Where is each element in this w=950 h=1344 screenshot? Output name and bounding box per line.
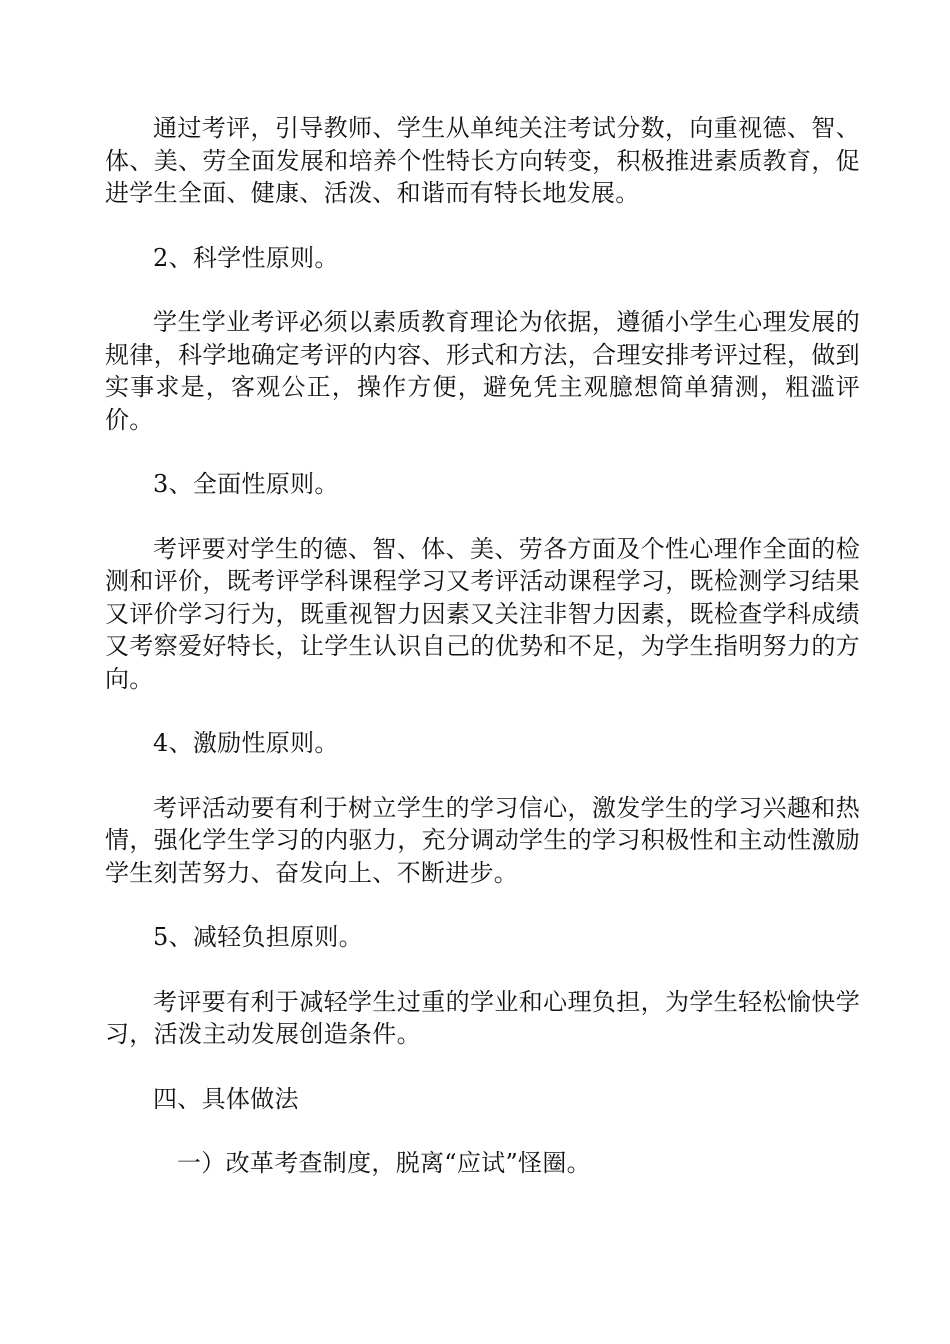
paragraph-burden-reduction-principle: 考评要有利于减轻学生过重的学业和心理负担，为学生轻松愉快学习，活泼主动发展创造条件。 — [105, 987, 860, 1048]
paragraph-comprehensive-principle: 考评要对学生的德、智、体、美、劳各方面及个性心理作全面的检测和评价，既考评学科课程学习又考评活动课程学习，既检测学习结果又评价学习行为，既重视智力因素又关注非智力因素，既检查学科成绩又考察爱好特长，让学生认识自己的优势和不足，为学生指明努力的方向。 — [105, 534, 860, 693]
subheading-reform-exam-system: 一）改革考查制度，脱离“应试”怪圈。 — [177, 1149, 591, 1177]
paragraph-scientific-principle: 学生学业考评必须以素质教育理论为依据，遵循小学生心理发展的规律，科学地确定考评的内容、形式和方法，合理安排考评过程，做到实事求是，客观公正，操作方便，避免凭主观臆想简单猜测，粗滥评价。 — [105, 308, 860, 434]
heading-comprehensive-principle: 3、全面性原则。 — [153, 470, 339, 498]
paragraph-incentive-principle: 考评活动要有利于树立学生的学习信心，激发学生的学习兴趣和热情，强化学生学习的内驱力，充分调动学生的学习积极性和主动性激励学生刻苦努力、奋发向上、不断进步。 — [105, 793, 860, 887]
heading-incentive-principle: 4、激励性原则。 — [153, 729, 339, 757]
heading-scientific-principle: 2、科学性原则。 — [153, 243, 339, 272]
heading-burden-reduction-principle: 5、减轻负担原则。 — [153, 923, 363, 951]
heading-section-four: 四、具体做法 — [153, 1084, 299, 1113]
document-body — [105, 112, 860, 1180]
paragraph-intro: 通过考评，引导教师、学生从单纯关注考试分数，向重视德、智、体、美、劳全面发展和培养个性特长方向转变，积极推进素质教育，促进学生全面、健康、活泼、和谐而有特长地发展。 — [105, 114, 860, 207]
